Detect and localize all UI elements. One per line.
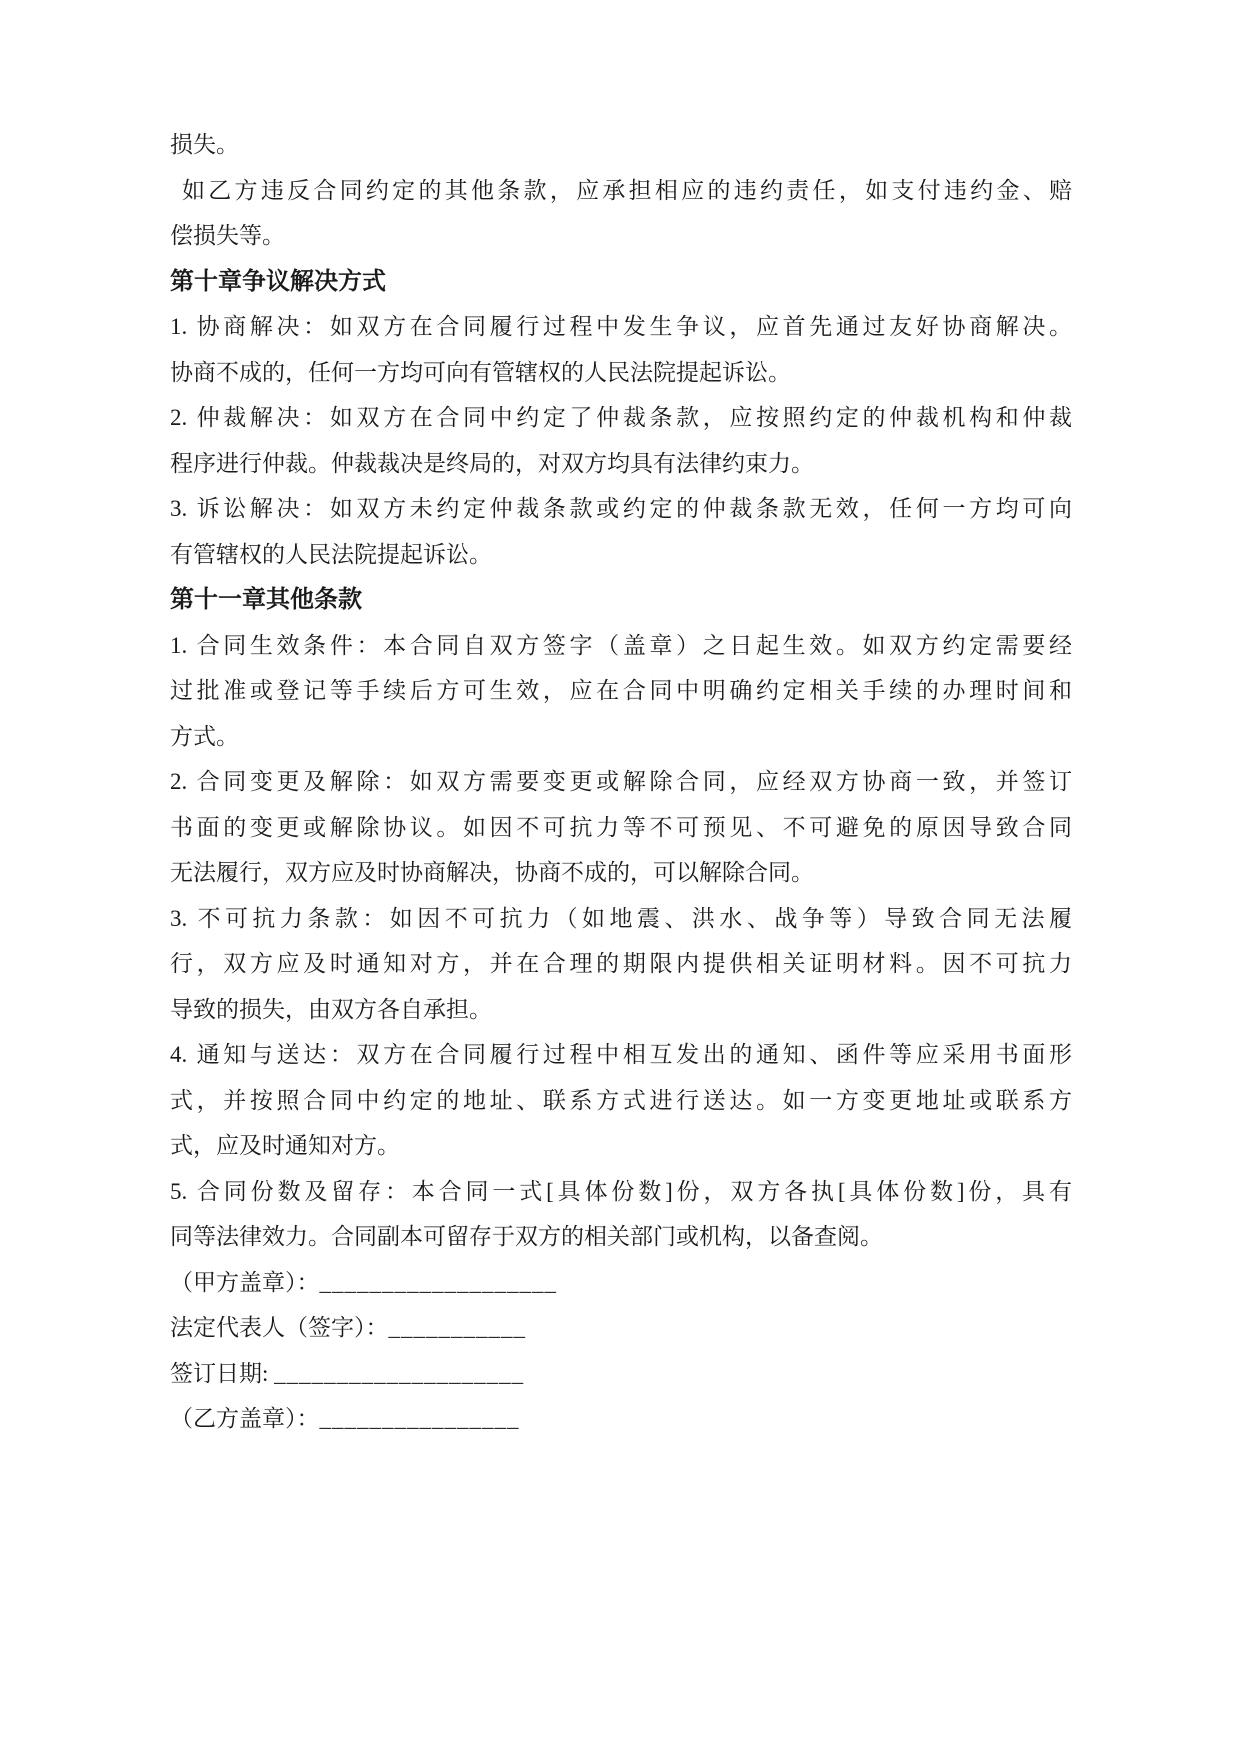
text-line: 4. 通知与送达：双方在合同履行过程中相互发出的通知、函件等应采用书面形 — [170, 1042, 1072, 1067]
signature-label: （甲方盖章）： — [170, 1269, 320, 1295]
text-line: 行，双方应及时通知对方，并在合理的期限内提供相关证明材料。因不可抗力 — [170, 951, 1072, 976]
signature-blank-line: ___________ — [388, 1315, 526, 1340]
text-line: 书面的变更或解除协议。如因不可抗力等不可预见、不可避免的原因导致合同 — [170, 814, 1072, 840]
signature-line — [170, 1260, 1072, 1306]
text-line: 1. 合同生效条件：本合同自双方签字（盖章）之日起生效。如双方约定需要经 — [170, 632, 1072, 658]
text-line: 导致的损失，由双方各自承担。 — [170, 996, 492, 1022]
signature-label: （乙方盖章）： — [170, 1406, 320, 1431]
text-line: 过批准或登记等手续后方可生效，应在合同中明确约定相关手续的办理时间和 — [170, 678, 1072, 703]
signature-blank-line: ___________________ — [319, 1269, 557, 1295]
text-line: 5. 合同份数及留存：本合同一式[具体份数]份，双方各执[具体份数]份，具有 — [170, 1178, 1072, 1204]
text-line: 2. 仲裁解决：如双方在合同中约定了仲裁条款，应按照约定的仲裁机构和仲裁 — [170, 405, 1072, 430]
text-line: 方式。 — [170, 723, 239, 749]
text-line: 程序进行仲裁。仲裁裁决是终局的，对双方均具有法律约束力。 — [170, 450, 814, 476]
text-line: 3. 诉讼解决：如双方未约定仲裁条款或约定的仲裁条款无效，任何一方均可向 — [170, 496, 1072, 521]
signature-line — [170, 1351, 1072, 1397]
text-line: 式，并按照合同中约定的地址、联系方式进行送达。如一方变更地址或联系方 — [170, 1087, 1072, 1113]
signature-blank-line: ________________ — [319, 1406, 520, 1431]
text-line: 1. 协商解决：如双方在合同履行过程中发生争议，应首先通过友好协商解决。 — [170, 314, 1072, 339]
signature-line — [170, 1396, 1072, 1442]
signature-blank-line: ____________________ — [274, 1360, 525, 1386]
text-line: 有管辖权的人民法院提起诉讼。 — [170, 541, 492, 567]
text-line: 3. 不可抗力条款：如因不可抗力（如地震、洪水、战争等）导致合同无法履 — [170, 905, 1072, 931]
text-line: 损失。 — [170, 132, 239, 157]
text-line: 无法履行，双方应及时协商解决，协商不成的，可以解除合同。 — [170, 860, 814, 885]
text-line: 式，应及时通知对方。 — [170, 1133, 400, 1158]
text-line: 偿损失等。 — [170, 223, 285, 248]
text-line: 2. 合同变更及解除：如双方需要变更或解除合同，应经双方协商一致，并签订 — [170, 769, 1072, 794]
text-line: 协商不成的，任何一方均可向有管辖权的人民法院提起诉讼。 — [170, 359, 791, 385]
signature-line — [170, 1305, 1072, 1351]
chapter-heading: 第十一章其他条款 — [170, 586, 362, 613]
signature-label: 法定代表人（签字）： — [170, 1315, 389, 1340]
document-text-area — [170, 122, 1072, 1442]
signature-label: 签订日期: — [170, 1360, 275, 1386]
chapter-heading: 第十章争议解决方式 — [170, 267, 386, 295]
text-line: 如乙方违反合同约定的其他条款，应承担相应的违约责任，如支付违约金、赔 — [182, 177, 1072, 203]
text-line: 同等法律效力。合同副本可留存于双方的相关部门或机构，以备查阅。 — [170, 1224, 883, 1249]
